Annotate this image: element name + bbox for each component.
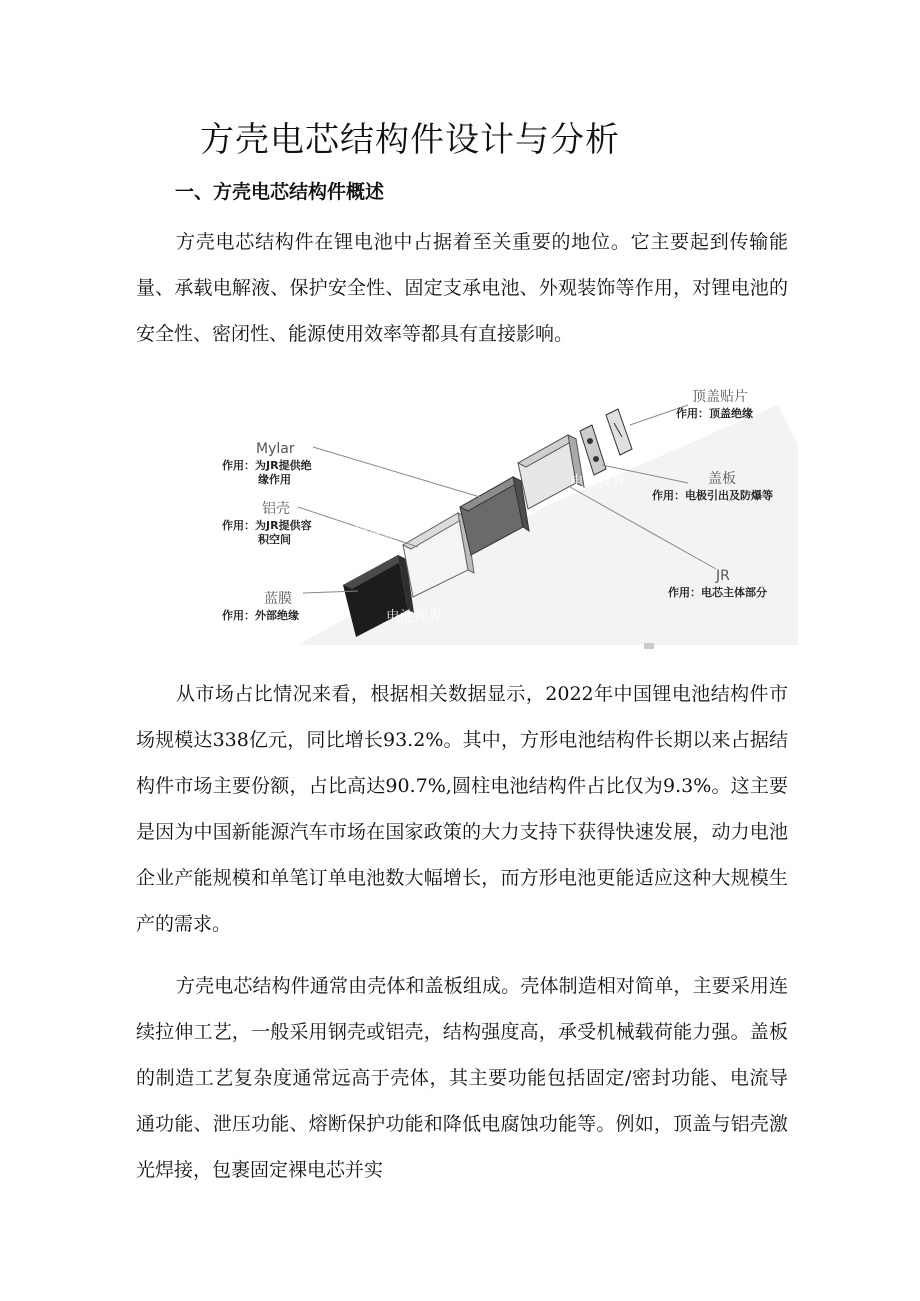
label-blue-film-desc: 作用：外部绝缘	[222, 609, 299, 622]
document-title: 方壳电芯结构件设计与分析	[200, 120, 620, 160]
watermark-2: 电池视界	[386, 609, 442, 625]
label-blue-film-title: 蓝膜	[264, 591, 292, 607]
label-top-patch-title: 顶盖贴片	[692, 389, 748, 405]
top-cover-patch-component	[606, 409, 632, 455]
label-al-shell-desc-1: 作用：为JR提供容	[222, 519, 312, 532]
section-heading-overview: 一、方壳电芯结构件概述	[175, 181, 385, 203]
label-cover-title: 盖板	[708, 471, 736, 487]
label-mylar-desc-2: 缘作用	[258, 473, 291, 486]
scan-artifact	[644, 643, 654, 649]
label-mylar-desc-1: 作用：为JR提供绝	[222, 459, 312, 472]
label-top-patch-desc: 作用：顶盖绝缘	[676, 407, 753, 420]
label-jr-desc: 作用：电芯主体部分	[668, 586, 767, 599]
label-al-shell-desc-2: 积空间	[258, 533, 291, 546]
paragraph-structure: 方壳电芯结构件通常由壳体和盖板组成。壳体制造相对简单，主要采用连续拉伸工艺，一般采用钢壳或铝壳，结构强度高，承受机械载荷能力强。盖板的制造工艺复杂度通常远高于壳体，其主要功能包括固定/密封功能、电流导通功能、泄压功能、熔断保护功能和降低电腐蚀功能等。例如，顶盖与铝壳激光焊接，包裹固定裸电芯并实	[136, 975, 788, 1181]
cover-plate-component	[580, 425, 606, 475]
label-mylar-title: Mylar	[256, 441, 295, 457]
watermark-1: 电池视界	[340, 526, 396, 542]
exploded-view-svg	[218, 385, 798, 655]
paragraph-intro: 方壳电芯结构件在锂电池中占据着至关重要的地位。它主要起到传输能量、承载电解液、保护安全性、固定支承电池、外观装饰等作用，对锂电池的安全性、密闭性、能源使用效率等都具有直接影响。	[136, 231, 788, 345]
label-al-shell-title: 铝壳	[262, 501, 290, 517]
watermark-3: 电池视界	[570, 474, 626, 490]
paragraph-market-share: 从市场占比情况来看，根据相关数据显示，2022年中国锂电池结构件市场规模达338亿元，同比增长93.2%。其中，方形电池结构件长期以来占据结构件市场主要份额，占比高达90.7%,圆柱电池结构件占比仅为9.3%。这主要是因为中国新能源汽车市场在国家政策的大力支持下获得快速发展，动力电池企业产能规模和单笔订单电池数大幅增长，而方形电池更能适应这种大规模生产的需求。	[136, 683, 788, 935]
battery-exploded-diagram	[218, 385, 798, 655]
label-cover-desc: 作用：电极引出及防爆等	[652, 489, 773, 502]
label-jr-title: JR	[716, 568, 730, 584]
